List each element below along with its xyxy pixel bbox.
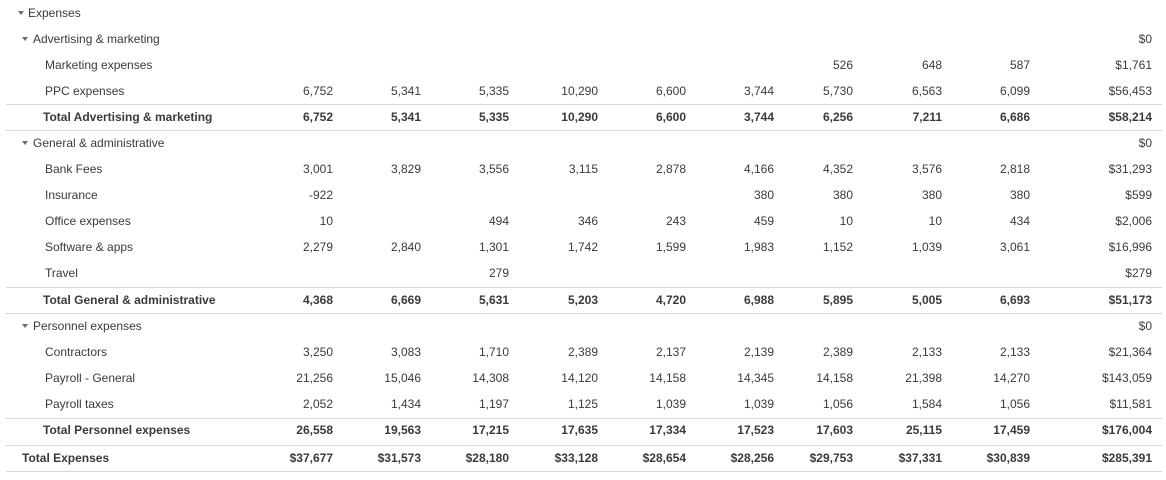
amount-cell[interactable]: $51,173 bbox=[1108, 293, 1152, 307]
amount-cell[interactable]: 17,603 bbox=[816, 423, 853, 437]
caret-down-icon[interactable] bbox=[18, 11, 24, 15]
amount-cell[interactable]: 25,115 bbox=[905, 423, 942, 437]
amount-cell[interactable]: 243 bbox=[665, 214, 686, 228]
amount-cell[interactable]: 1,056 bbox=[999, 397, 1030, 411]
item-row-ppc-expenses bbox=[0, 78, 1166, 104]
amount-cell[interactable]: 3,744 bbox=[743, 110, 774, 124]
caret-down-icon[interactable] bbox=[22, 141, 28, 145]
row-label: General & administrative bbox=[33, 136, 165, 150]
row-label[interactable]: PPC expenses bbox=[45, 84, 125, 98]
amount-cell[interactable]: 4,720 bbox=[655, 293, 686, 307]
amount-cell[interactable]: 6,669 bbox=[390, 293, 421, 307]
amount-cell[interactable]: $1,761 bbox=[1115, 58, 1152, 72]
amount-cell[interactable]: 6,099 bbox=[999, 84, 1030, 98]
amount-cell[interactable]: 17,459 bbox=[993, 423, 1030, 437]
amount-cell[interactable]: 1,039 bbox=[911, 240, 942, 254]
amount-cell[interactable]: 10,290 bbox=[561, 110, 598, 124]
amount-cell[interactable]: 1,125 bbox=[567, 397, 598, 411]
amount-cell[interactable]: 7,211 bbox=[912, 110, 942, 124]
grand-total-underline bbox=[6, 471, 1162, 472]
amount-cell[interactable]: 4,352 bbox=[822, 162, 853, 176]
amount-cell[interactable]: 5,335 bbox=[478, 110, 509, 124]
total-separator-personnel bbox=[6, 418, 1162, 419]
amount-cell[interactable]: 21,398 bbox=[905, 371, 942, 385]
amount-cell[interactable]: $56,453 bbox=[1108, 84, 1152, 98]
amount-cell[interactable]: 14,308 bbox=[472, 371, 509, 385]
amount-cell[interactable]: 14,345 bbox=[737, 371, 774, 385]
amount-cell[interactable]: 6,686 bbox=[999, 110, 1030, 124]
amount-cell[interactable]: 17,215 bbox=[472, 423, 509, 437]
amount-cell[interactable]: 1,710 bbox=[478, 345, 509, 359]
row-label[interactable]: Contractors bbox=[45, 345, 108, 359]
amount-cell[interactable]: 4,166 bbox=[743, 162, 774, 176]
total-separator-advertising bbox=[6, 104, 1162, 105]
amount-cell[interactable]: -922 bbox=[308, 188, 333, 202]
row-label[interactable]: Insurance bbox=[45, 188, 98, 202]
amount-cell[interactable]: 279 bbox=[488, 266, 509, 280]
section-row-expenses bbox=[0, 0, 1166, 26]
amount-cell[interactable]: 1,742 bbox=[567, 240, 598, 254]
amount-cell[interactable]: 6,752 bbox=[302, 110, 333, 124]
amount-cell[interactable]: $279 bbox=[1125, 266, 1152, 280]
amount-cell[interactable]: 10 bbox=[928, 214, 942, 228]
amount-cell[interactable]: 14,120 bbox=[561, 371, 598, 385]
amount-cell[interactable]: $28,256 bbox=[730, 451, 774, 465]
total-underline-advertising bbox=[6, 130, 1162, 131]
item-row-payroll-taxes bbox=[0, 391, 1166, 417]
amount-cell[interactable]: 2,389 bbox=[567, 345, 598, 359]
amount-cell[interactable]: 587 bbox=[1009, 58, 1030, 72]
amount-cell[interactable]: $28,180 bbox=[465, 451, 509, 465]
amount-cell[interactable]: 494 bbox=[488, 214, 509, 228]
amount-cell[interactable]: $285,391 bbox=[1101, 451, 1152, 465]
amount-cell[interactable]: 2,389 bbox=[822, 345, 853, 359]
amount-cell[interactable]: 3,250 bbox=[302, 345, 333, 359]
grand-total-row-total-expenses bbox=[0, 445, 1166, 471]
total-row-total-advertising-and-marketing bbox=[0, 104, 1166, 130]
amount-cell[interactable]: $0 bbox=[1138, 319, 1152, 333]
row-label[interactable]: Payroll taxes bbox=[45, 397, 114, 411]
amount-cell[interactable]: 2,133 bbox=[911, 345, 942, 359]
amount-cell[interactable]: 6,600 bbox=[655, 84, 686, 98]
amount-cell[interactable]: 21,256 bbox=[296, 371, 333, 385]
amount-cell[interactable]: 459 bbox=[753, 214, 774, 228]
amount-cell[interactable]: 10,290 bbox=[561, 84, 598, 98]
caret-down-icon[interactable] bbox=[22, 324, 28, 328]
amount-cell[interactable]: 6,693 bbox=[999, 293, 1030, 307]
item-row-payroll-general bbox=[0, 365, 1166, 391]
amount-cell[interactable]: 5,895 bbox=[822, 293, 853, 307]
amount-cell[interactable]: 2,139 bbox=[743, 345, 774, 359]
amount-cell[interactable]: 5,631 bbox=[478, 293, 509, 307]
amount-cell[interactable]: 15,046 bbox=[384, 371, 421, 385]
amount-cell[interactable]: 14,158 bbox=[816, 371, 853, 385]
row-label: Advertising & marketing bbox=[33, 32, 160, 46]
item-row-office-expenses bbox=[0, 208, 1166, 234]
item-row-insurance bbox=[0, 182, 1166, 208]
amount-cell[interactable]: 380 bbox=[832, 188, 853, 202]
amount-cell[interactable]: $37,331 bbox=[898, 451, 942, 465]
amount-cell[interactable]: $29,753 bbox=[809, 451, 853, 465]
amount-cell[interactable]: $0 bbox=[1138, 136, 1152, 150]
row-label[interactable]: Bank Fees bbox=[45, 162, 103, 176]
amount-cell[interactable]: 2,133 bbox=[999, 345, 1030, 359]
amount-cell[interactable]: 1,434 bbox=[390, 397, 421, 411]
amount-cell[interactable]: 1,152 bbox=[822, 240, 853, 254]
amount-cell[interactable]: 3,061 bbox=[999, 240, 1030, 254]
amount-cell[interactable]: 1,983 bbox=[743, 240, 774, 254]
amount-cell[interactable]: 17,635 bbox=[561, 423, 598, 437]
total-underline-general bbox=[6, 313, 1162, 314]
row-label: Expenses bbox=[28, 6, 81, 20]
amount-cell[interactable]: 6,256 bbox=[822, 110, 853, 124]
amount-cell[interactable]: 1,301 bbox=[478, 240, 509, 254]
amount-cell[interactable]: $31,293 bbox=[1108, 162, 1152, 176]
amount-cell[interactable]: $599 bbox=[1125, 188, 1152, 202]
amount-cell[interactable]: 1,056 bbox=[822, 397, 853, 411]
row-label[interactable]: Office expenses bbox=[45, 214, 131, 228]
amount-cell[interactable]: 6,988 bbox=[743, 293, 774, 307]
item-row-software-and-apps bbox=[0, 234, 1166, 260]
amount-cell[interactable]: 2,137 bbox=[655, 345, 686, 359]
amount-cell[interactable]: 3,556 bbox=[478, 162, 509, 176]
amount-cell[interactable]: 3,744 bbox=[743, 84, 774, 98]
amount-cell[interactable]: $37,677 bbox=[289, 451, 333, 465]
total-row-total-personnel-expenses bbox=[0, 417, 1166, 443]
amount-cell[interactable]: 346 bbox=[577, 214, 598, 228]
amount-cell[interactable]: 26,558 bbox=[296, 423, 333, 437]
amount-cell[interactable]: $2,006 bbox=[1115, 214, 1152, 228]
amount-cell[interactable]: 1,039 bbox=[743, 397, 774, 411]
amount-cell[interactable]: 5,341 bbox=[390, 84, 421, 98]
item-row-travel bbox=[0, 260, 1166, 286]
item-row-contractors bbox=[0, 339, 1166, 365]
row-label: Total Personnel expenses bbox=[43, 423, 191, 437]
row-label: Total Expenses bbox=[22, 451, 110, 465]
row-label: Total Advertising & marketing bbox=[43, 110, 213, 124]
amount-cell[interactable]: 3,001 bbox=[302, 162, 333, 176]
total-underline-personnel bbox=[6, 445, 1162, 446]
amount-cell[interactable]: 526 bbox=[832, 58, 853, 72]
amount-cell[interactable]: 1,039 bbox=[655, 397, 686, 411]
total-separator-general bbox=[6, 287, 1162, 288]
amount-cell[interactable]: 2,818 bbox=[999, 162, 1030, 176]
amount-cell[interactable]: 1,584 bbox=[911, 397, 942, 411]
amount-cell[interactable]: $30,839 bbox=[986, 451, 1030, 465]
amount-cell[interactable]: $28,654 bbox=[642, 451, 686, 465]
amount-cell[interactable]: 19,563 bbox=[384, 423, 421, 437]
amount-cell[interactable]: 5,005 bbox=[911, 293, 942, 307]
caret-down-icon[interactable] bbox=[22, 37, 28, 41]
amount-cell[interactable]: $21,364 bbox=[1108, 345, 1152, 359]
row-label: Personnel expenses bbox=[33, 319, 142, 333]
amount-cell[interactable]: 1,197 bbox=[478, 397, 509, 411]
amount-cell[interactable]: 14,270 bbox=[993, 371, 1030, 385]
amount-cell[interactable]: $176,004 bbox=[1101, 423, 1152, 437]
amount-cell[interactable]: 5,335 bbox=[478, 84, 509, 98]
item-row-marketing-expenses bbox=[0, 52, 1166, 78]
amount-cell[interactable]: 3,829 bbox=[390, 162, 421, 176]
amount-cell[interactable]: 10 bbox=[839, 214, 853, 228]
amount-cell[interactable]: 5,341 bbox=[390, 110, 421, 124]
amount-cell[interactable]: 5,203 bbox=[567, 293, 598, 307]
amount-cell[interactable]: 2,052 bbox=[302, 397, 333, 411]
amount-cell[interactable]: 2,279 bbox=[302, 240, 333, 254]
amount-cell[interactable]: 1,599 bbox=[655, 240, 686, 254]
amount-cell[interactable]: 3,115 bbox=[568, 162, 598, 176]
row-label[interactable]: Marketing expenses bbox=[45, 58, 153, 72]
amount-cell[interactable]: 6,752 bbox=[302, 84, 333, 98]
section-row-advertising-and-marketing bbox=[0, 26, 1166, 52]
total-row-total-general-and-administrative bbox=[0, 287, 1166, 313]
amount-cell[interactable]: 3,083 bbox=[390, 345, 421, 359]
amount-cell[interactable]: $11,581 bbox=[1109, 397, 1152, 411]
section-row-general-and-administrative bbox=[0, 130, 1166, 156]
amount-cell[interactable]: 4,368 bbox=[302, 293, 333, 307]
amount-cell[interactable]: 17,334 bbox=[649, 423, 686, 437]
section-row-personnel-expenses bbox=[0, 313, 1166, 339]
amount-cell[interactable]: 380 bbox=[921, 188, 942, 202]
amount-cell[interactable]: 380 bbox=[753, 188, 774, 202]
amount-cell[interactable]: 6,563 bbox=[911, 84, 942, 98]
amount-cell[interactable]: $58,214 bbox=[1108, 110, 1152, 124]
amount-cell[interactable]: $31,573 bbox=[377, 451, 421, 465]
row-label: Total General & administrative bbox=[43, 293, 216, 307]
amount-cell[interactable]: $33,128 bbox=[554, 451, 598, 465]
amount-cell[interactable]: 2,878 bbox=[655, 162, 686, 176]
amount-cell[interactable]: 10 bbox=[319, 214, 333, 228]
amount-cell[interactable]: $16,996 bbox=[1108, 240, 1152, 254]
row-label[interactable]: Travel bbox=[45, 266, 78, 280]
amount-cell[interactable]: $143,059 bbox=[1101, 371, 1152, 385]
amount-cell[interactable]: 17,523 bbox=[737, 423, 774, 437]
amount-cell[interactable]: 3,576 bbox=[911, 162, 942, 176]
row-label[interactable]: Software & apps bbox=[45, 240, 134, 254]
amount-cell[interactable]: 2,840 bbox=[390, 240, 421, 254]
item-row-bank-fees bbox=[0, 156, 1166, 182]
amount-cell[interactable]: 14,158 bbox=[649, 371, 686, 385]
amount-cell[interactable]: $0 bbox=[1138, 32, 1152, 46]
amount-cell[interactable]: 434 bbox=[1009, 214, 1030, 228]
amount-cell[interactable]: 648 bbox=[921, 58, 942, 72]
amount-cell[interactable]: 5,730 bbox=[822, 84, 853, 98]
row-label[interactable]: Payroll - General bbox=[45, 371, 136, 385]
amount-cell[interactable]: 380 bbox=[1009, 188, 1030, 202]
amount-cell[interactable]: 6,600 bbox=[655, 110, 686, 124]
